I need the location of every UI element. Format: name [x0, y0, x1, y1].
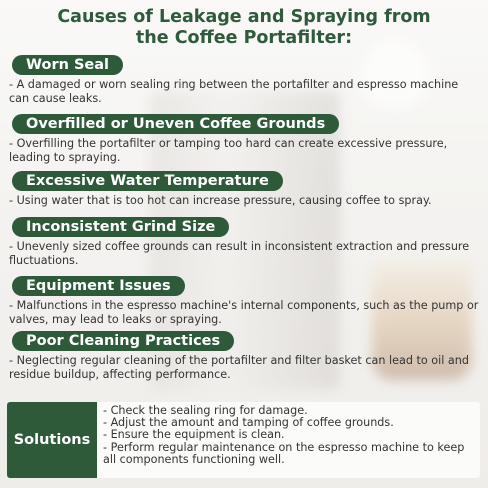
section-text-worn-seal: - A damaged or worn sealing ring between the portafilter and espresso machine can cause leaks.: [9, 78, 459, 105]
section-text-equipment-issues: - Malfunctions in the espresso machine's internal components, such as the pump or valves, may lead to leaks or spraying.: [9, 299, 479, 326]
solution-item: - Check the sealing ring for damage.: [103, 404, 308, 417]
solution-item: - Ensure the equipment is clean.: [103, 428, 285, 442]
solution-item: - Adjust the amount and tamping of coffee grounds.: [103, 416, 394, 430]
solutions-list: [103, 405, 475, 466]
section-heading-water-temperature: Excessive Water Temperature: [12, 171, 283, 191]
section-heading-worn-seal: Worn Seal: [12, 55, 123, 75]
section-heading-equipment-issues: Equipment Issues: [12, 276, 185, 296]
section-text-cleaning-practices: - Neglecting regular cleaning of the portafilter and filter basket can lead to oil and residue buildup, affecting performance.: [9, 354, 469, 381]
section-heading-cleaning-practices: Poor Cleaning Practices: [12, 331, 234, 351]
section-heading-grind-size: Inconsistent Grind Size: [12, 217, 229, 237]
solutions-label: Solutions: [7, 402, 97, 478]
solutions-box: [7, 402, 480, 478]
section-text-overfilled-grounds: - Overfilling the portafilter or tamping too hard can create excessive pressure, leading to spraying.: [9, 137, 448, 164]
page-title-line-1: Causes of Leakage and Spraying from: [57, 7, 431, 27]
page-title-line-2: the Coffee Portafilter:: [135, 28, 353, 48]
section-text-grind-size: - Unevenly sized coffee grounds can result in inconsistent extraction and pressure fluctuations.: [9, 240, 470, 267]
section-heading-overfilled-grounds: Overfilled or Uneven Coffee Grounds: [12, 114, 339, 134]
solution-item: - Perform regular maintenance on the espresso machine to keep all components functioning well.: [103, 440, 465, 466]
section-text-water-temperature: - Using water that is too hot can increase pressure, causing coffee to spray.: [9, 194, 432, 207]
page-title: [0, 7, 488, 49]
